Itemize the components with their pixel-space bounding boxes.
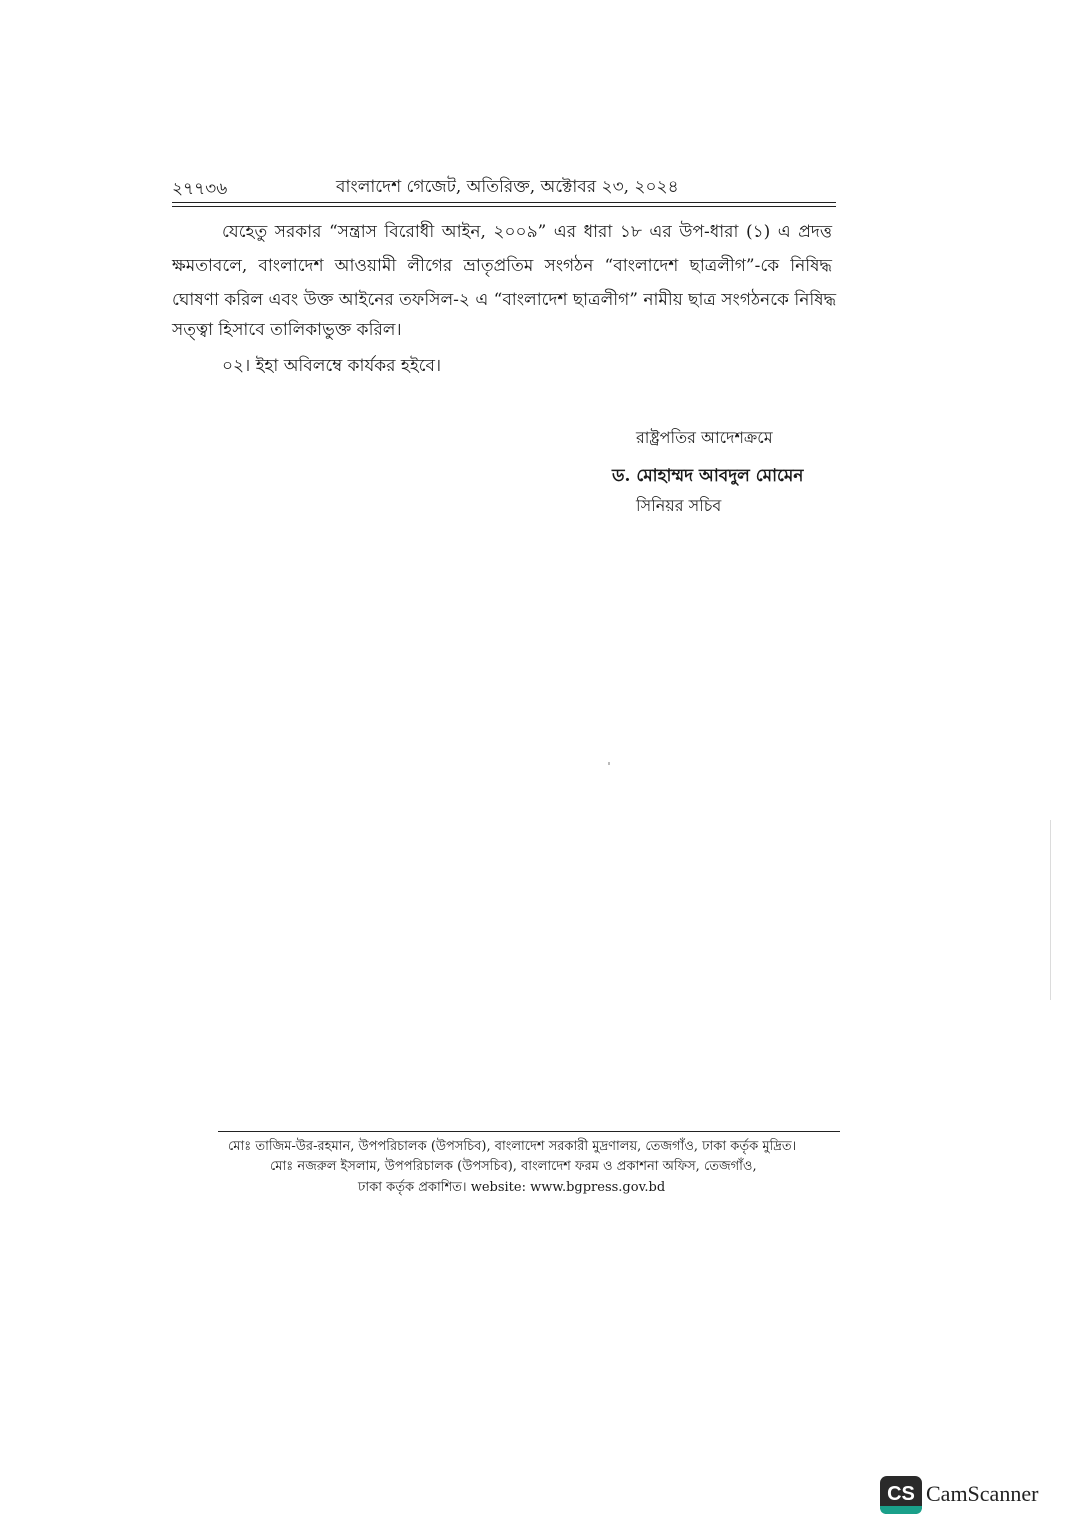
signatory-name: ড. মোহাম্মদ আবদুল মোমেন	[612, 466, 804, 486]
footer-publisher-line: মোঃ নজরুল ইসলাম, উপপরিচালক (উপসচিব), বাংলাদেশ ফরম ও প্রকাশনা অফিস, তেজগাঁও,	[270, 1159, 757, 1174]
signatory-designation: সিনিয়র সচিব	[636, 496, 722, 515]
camscanner-logo-icon	[880, 1476, 922, 1514]
gazette-title: বাংলাদেশ গেজেট, অতিরিক্ত, অক্টোবর ২৩, ২০২৪	[336, 177, 679, 197]
paragraph-line: ঘোষণা করিল এবং উক্ত আইনের তফসিল-২ এ “বাংলাদেশ ছাত্রলীগ” নামীয় ছাত্র সংগঠনকে নিষিদ্ধ	[172, 290, 837, 310]
clause-effective: ০২। ইহা অবিলম্বে কার্যকর হইবে।	[222, 356, 442, 376]
header-rule-double	[172, 206, 836, 207]
footer-rule	[218, 1131, 840, 1132]
signature-order-line: রাষ্ট্রপতির আদেশক্রমে	[636, 428, 773, 447]
header-rule	[172, 202, 836, 203]
footer-printer-line: মোঃ তাজিম-উর-রহমান, উপপরিচালক (উপসচিব), বাংলাদেশ সরকারী মুদ্রণালয়, তেজগাঁও, ঢাকা কর্তৃক মুদ্রিত।	[228, 1139, 797, 1154]
page-number: ২৭৭৩৬	[172, 179, 228, 199]
paragraph-line: ক্ষমতাবলে, বাংলাদেশ আওয়ামী লীগের ভ্রাতৃপ্রতিম সংগঠন “বাংলাদেশ ছাত্রলীগ”-কে নিষিদ্ধ	[172, 256, 832, 276]
camscanner-logo-stripe	[880, 1506, 922, 1514]
paragraph-line: যেহেতু সরকার “সন্ত্রাস বিরোধী আইন, ২০০৯” এর ধারা ১৮ এর উপ-ধারা (১) এ প্রদত্ত	[222, 222, 832, 242]
scan-speck	[608, 762, 610, 765]
footer-website-line: ঢাকা কর্তৃক প্রকাশিত। website: www.bgpress.gov.bd	[358, 1180, 666, 1195]
camscanner-label: CamScanner	[926, 1481, 1039, 1506]
camscanner-logo-text: CS	[887, 1483, 915, 1505]
paragraph-line: সত্ত্বা হিসাবে তালিকাভুক্ত করিল।	[172, 320, 402, 340]
scan-edge-mark	[1050, 820, 1051, 1000]
